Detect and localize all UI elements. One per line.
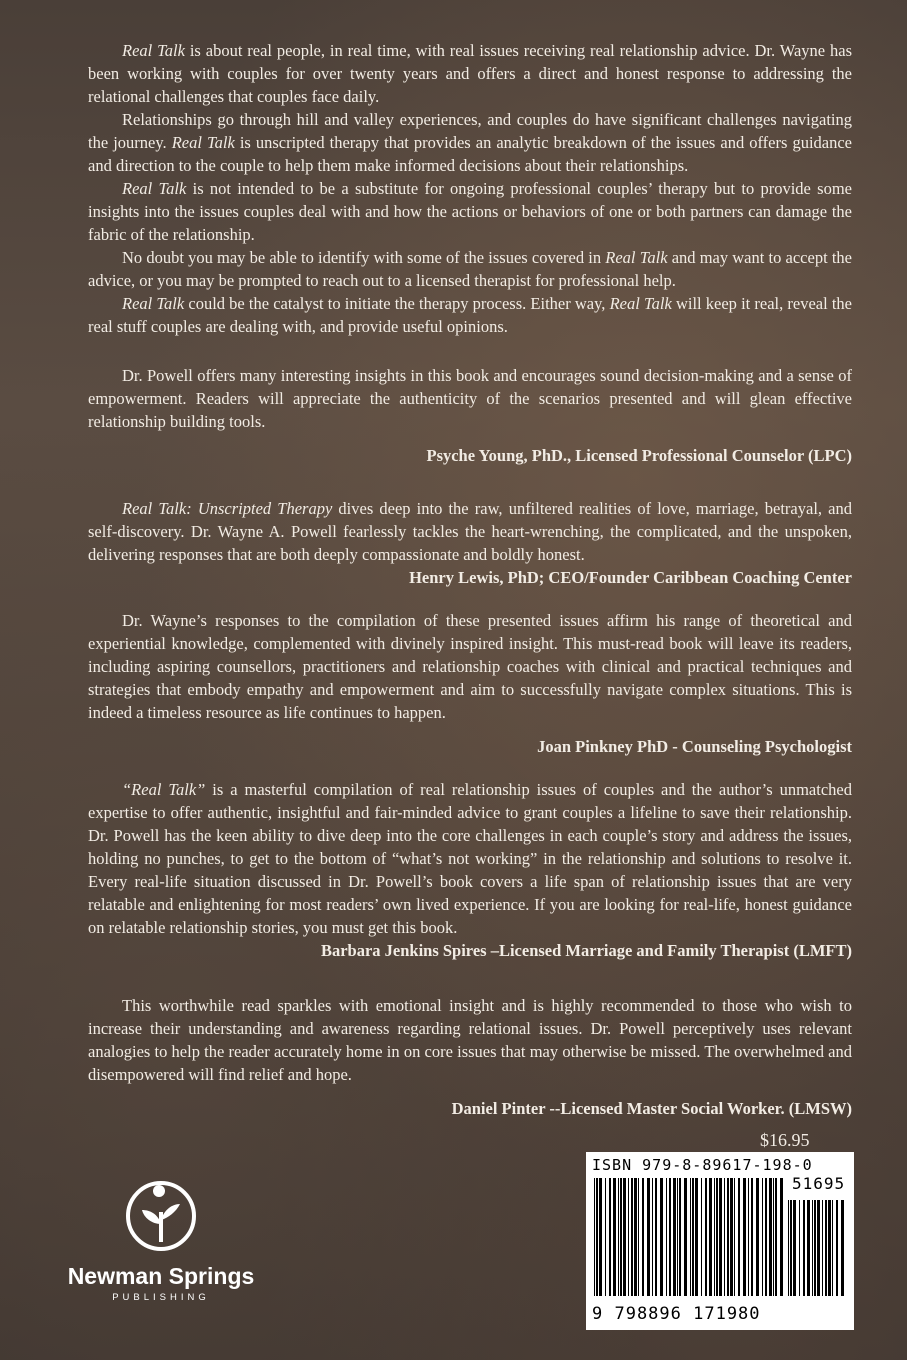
barcode-bar: [714, 1178, 715, 1296]
paragraph-text: is not intended to be a substitute for ongoing professional couples’ therapy but to provide some insights into the issues couples deal with and how the actions or behaviors of one or both partners can damage the fabric of the relationship.: [88, 179, 852, 244]
barcode-bar: [724, 1178, 725, 1296]
barcode-bar: [780, 1178, 783, 1296]
paragraph-text: is about real people, in real time, with real issues receiving real relationship advice. Dr. Wayne has been working with couples for over twenty years and offers a direct and honest response to addressing the relational challenges that couples face daily.: [88, 41, 852, 106]
book-title-emphasis: Real Talk: [605, 248, 668, 267]
price-addon-code: 51695: [792, 1174, 846, 1193]
barcode-bar: [623, 1178, 626, 1296]
sprout-logo-icon: [124, 1176, 198, 1254]
book-title-emphasis: Real Talk: [609, 294, 672, 313]
barcode-digits: 9 798896 171980: [592, 1304, 761, 1324]
barcode-bar: [825, 1200, 827, 1296]
isbn-barcode: [586, 1152, 854, 1330]
barcode-bar: [832, 1200, 833, 1296]
review-text: Dr. Wayne’s responses to the compilation of these presented issues affirm his range of theoretical and experiential knowledge, complemented with divinely inspired insight. This must-read book will leave its readers, including aspiring counsellors, practitioners and relationship coaches with clinical and practical techniques and strategies that embody empathy and empowerment and aim to successfully navigate complex situations. This is indeed a timeless resource as life continues to happen.: [88, 611, 852, 722]
review: [88, 994, 852, 1120]
barcode-bar: [692, 1178, 694, 1296]
barcode-bar: [822, 1200, 823, 1296]
paragraph-text: Relationships go through hill and valley experiences, and couples do have significant challenges navigating the journey.: [88, 110, 852, 152]
description-paragraph: [88, 177, 852, 246]
barcode-bar: [803, 1200, 805, 1296]
paragraph-text: is unscripted therapy that provides an analytic breakdown of the issues and offers guidance and direction to the couple to help them make informed decisions about their relationships.: [88, 133, 852, 175]
barcode-bar: [836, 1200, 838, 1296]
barcode-bar: [618, 1178, 619, 1296]
barcode-bar: [620, 1178, 622, 1296]
review-author: Daniel Pinter --Licensed Master Social Worker. (LMSW): [451, 1099, 852, 1118]
barcode-bar: [716, 1178, 718, 1296]
review-author: Joan Pinkney PhD - Counseling Psychologist: [537, 737, 852, 756]
barcode-bar: [642, 1178, 644, 1296]
description-paragraph: [88, 108, 852, 177]
barcode-addon-bars: [788, 1200, 848, 1296]
barcode-bar: [701, 1178, 702, 1296]
barcode-bar: [673, 1178, 676, 1296]
barcode-bar: [756, 1178, 759, 1296]
barcode-bar: [817, 1200, 820, 1296]
paragraph-text: will keep it real, reveal the real stuff couples are dealing with, and provide useful opinions.: [88, 294, 852, 336]
barcode-bar: [788, 1200, 789, 1296]
barcode-bar: [743, 1178, 746, 1296]
barcode-bar: [634, 1178, 637, 1296]
review-text: Dr. Powell offers many interesting insights in this book and encourages sound decision-making and a sense of empowerment. Readers will appreciate the authenticity of the scenarios presented and will glean effective relationship building tools.: [88, 366, 852, 431]
barcode-bar: [841, 1200, 844, 1296]
publisher-logo: [56, 1176, 266, 1306]
review-author: Barbara Jenkins Spires –Licensed Marriage and Family Therapist (LMFT): [320, 941, 852, 960]
description-paragraph: [88, 246, 852, 292]
barcode-bar: [769, 1178, 772, 1296]
paragraph-text: No doubt you may be able to identify with some of the issues covered in: [122, 248, 606, 267]
book-description: [88, 39, 852, 338]
book-title-emphasis: Real Talk: [122, 294, 185, 313]
barcode-bar: [751, 1178, 753, 1296]
barcode-bar: [690, 1178, 691, 1296]
isbn-label: ISBN 979-8-89617-198-0: [592, 1156, 813, 1174]
barcode-bar: [655, 1178, 657, 1296]
review-text: This worthwhile read sparkles with emotional insight and is highly recommended to those who wish to increase their understanding and awareness regarding relational issues. Dr. Powell perceptively uses relevant analogies to help the reader accurately home in on core issues that may otherwise be missed. The overwhelmed and disempowered will find relief and hope.: [88, 996, 852, 1084]
barcode-bar: [793, 1200, 796, 1296]
barcode-bar: [638, 1178, 639, 1296]
barcode-bar: [828, 1200, 831, 1296]
barcode-bar: [677, 1178, 678, 1296]
barcode-bar: [814, 1200, 816, 1296]
barcode-bar: [748, 1178, 749, 1296]
publisher-name: Newman Springs: [67, 1263, 255, 1289]
barcode-bar: [594, 1178, 595, 1296]
review: [88, 497, 852, 589]
paragraph-text: could be the catalyst to initiate the therapy process. Either way,: [184, 294, 610, 313]
barcode-bar: [631, 1178, 633, 1296]
barcode-bar: [807, 1200, 810, 1296]
barcode-bar: [762, 1178, 763, 1296]
barcode-bar: [790, 1200, 792, 1296]
barcode-bar: [660, 1178, 663, 1296]
paragraph-text: is a masterful compilation of real relationship issues of couples and the author’s unmatched expertise to offer authentic, insightful and fair-minded advice to grant couples a lifeline to save their relationship. Dr. Powell has the keen ability to dive deep into the core challenges in each couple’s story and address the issues, holding no punches, to get to the bottom of “what’s not working” in the relationship and solutions to resolve it. Every real-life situation discussed in Dr. Powell’s book covers a life span of relationship issues that are very relatable and enlightening for most readers’ own lived experience. If you are looking for real-life, honest guidance on relatable relationship stories, you must get this book.: [88, 780, 852, 937]
barcode-bar: [775, 1178, 777, 1296]
barcode-bar: [669, 1178, 671, 1296]
barcode-bars: [594, 1178, 784, 1296]
barcode-bar: [599, 1178, 602, 1296]
barcode-bar: [679, 1178, 681, 1296]
barcode-bar: [738, 1178, 740, 1296]
barcode-bar: [596, 1178, 598, 1296]
paragraph-text: dives deep into the raw, unfiltered realities of love, marriage, betrayal, and self-discovery. Dr. Wayne A. Powell fearlessly tackles the heart-wrenching, the complicated, and the unspoken, delivering responses that are both deeply compassionate and boldly honest.: [88, 499, 852, 564]
barcode-bar: [666, 1178, 667, 1296]
barcode-bar: [647, 1178, 650, 1296]
barcode-bar: [628, 1178, 629, 1296]
barcode-bar: [773, 1178, 774, 1296]
description-paragraph: [88, 39, 852, 108]
review-text: [88, 778, 852, 939]
barcode-bar: [652, 1178, 653, 1296]
book-title-emphasis: “Real Talk”: [122, 780, 206, 799]
review: [88, 778, 852, 962]
price-label: $16.95: [760, 1130, 810, 1150]
barcode-bar: [695, 1178, 698, 1296]
review-author: Henry Lewis, PhD; CEO/Founder Caribbean Coaching Center: [409, 568, 852, 587]
review: [88, 364, 852, 467]
barcode-bar: [613, 1178, 616, 1296]
review-author: Psyche Young, PhD., Licensed Professional Counselor (LPC): [426, 446, 852, 465]
barcode-bar: [765, 1178, 767, 1296]
description-paragraph: [88, 292, 852, 338]
barcode-bar: [719, 1178, 722, 1296]
review-text: [88, 497, 852, 566]
review: [88, 609, 852, 758]
barcode-bar: [730, 1178, 733, 1296]
book-title-emphasis: Real Talk: [171, 133, 235, 152]
barcode-bar: [799, 1200, 800, 1296]
barcode-bar: [709, 1178, 712, 1296]
barcode-bar: [727, 1178, 729, 1296]
barcode-bar: [609, 1178, 611, 1296]
paragraph-text: and may want to accept the advice, or you may be prompted to reach out to a licensed therapist for professional help.: [88, 248, 852, 290]
publisher-subtitle: PUBLISHING: [112, 1292, 210, 1303]
book-title-emphasis: Real Talk: Unscripted Therapy: [122, 499, 333, 518]
book-title-emphasis: Real Talk: [122, 41, 185, 60]
barcode-bar: [705, 1178, 707, 1296]
barcode-bar: [684, 1178, 687, 1296]
book-title-emphasis: Real Talk: [122, 179, 187, 198]
barcode-bar: [734, 1178, 735, 1296]
barcode-bar: [605, 1178, 606, 1296]
barcode-bar: [812, 1200, 813, 1296]
